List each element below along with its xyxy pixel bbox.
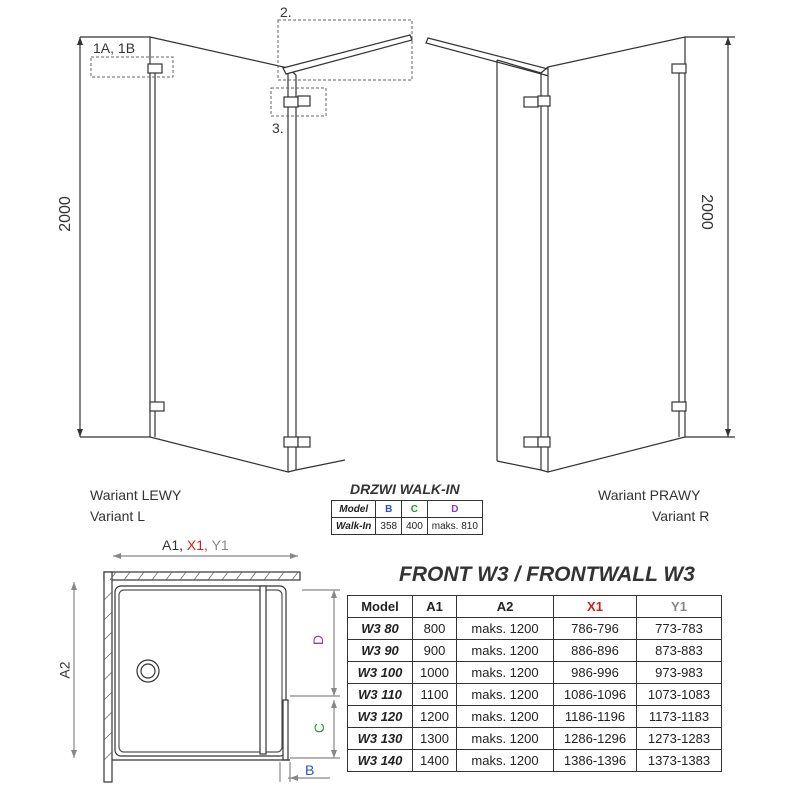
front-cell-a2: maks. 1200 — [457, 728, 554, 750]
front-cell-a2: maks. 1200 — [457, 750, 554, 772]
walkin-header-model: Model — [332, 501, 376, 518]
front-cell-x1: 1386-1396 — [554, 750, 637, 772]
front-cell-a2: maks. 1200 — [457, 684, 554, 706]
variant-right-line1: Wariant PRAWY — [598, 487, 701, 503]
walkin-cell-c: 400 — [402, 518, 428, 535]
table-row — [348, 706, 722, 728]
front-cell-model: W3 110 — [348, 684, 413, 706]
left-fixed-panel — [150, 37, 288, 472]
walkin-cell-model: Walk-In — [332, 518, 376, 535]
callout-1-label: 1A, 1B — [93, 40, 136, 56]
front-table — [347, 595, 722, 772]
front-cell-a1: 1100 — [413, 684, 457, 706]
plan-c-label: C — [311, 722, 328, 734]
front-cell-a1: 1200 — [413, 706, 457, 728]
front-title: FRONT W3 / FRONTWALL W3 — [399, 563, 695, 586]
table-row — [348, 640, 722, 662]
front-cell-a2: maks. 1200 — [457, 618, 554, 640]
front-cell-model: W3 130 — [348, 728, 413, 750]
front-cell-a1: 1400 — [413, 750, 457, 772]
front-cell-x1: 986-996 — [554, 662, 637, 684]
front-cell-a1: 800 — [413, 618, 457, 640]
front-cell-x1: 786-796 — [554, 618, 637, 640]
front-cell-y1: 1073-1083 — [637, 684, 722, 706]
front-cell-x1: 1186-1196 — [554, 706, 637, 728]
variant-left-line2: Variant L — [90, 508, 145, 524]
front-cell-a1: 900 — [413, 640, 457, 662]
front-cell-a2: maks. 1200 — [457, 706, 554, 728]
front-cell-x1: 1086-1096 — [554, 684, 637, 706]
walkin-header-b: B — [376, 501, 402, 518]
left-height-label: 2000 — [56, 196, 74, 232]
front-header-x1: X1 — [554, 596, 637, 618]
callout-2-label: 2. — [280, 4, 292, 20]
walkin-header-c: C — [402, 501, 428, 518]
front-cell-model: W3 90 — [348, 640, 413, 662]
front-cell-x1: 886-896 — [554, 640, 637, 662]
walkin-table — [331, 500, 483, 535]
front-header-a2: A2 — [457, 596, 554, 618]
front-cell-y1: 973-983 — [637, 662, 722, 684]
plan-height-label: A2 — [56, 661, 73, 679]
plan-b-label: B — [305, 762, 315, 778]
plan-width-label — [162, 537, 229, 553]
table-row — [348, 662, 722, 684]
front-header-y1: Y1 — [637, 596, 722, 618]
variant-left-line1: Wariant LEWY — [90, 487, 182, 503]
plan-width-x1: X1, — [186, 537, 208, 553]
front-cell-a2: maks. 1200 — [457, 640, 554, 662]
table-row — [348, 684, 722, 706]
right-fixed-panel — [548, 37, 685, 472]
walkin-title: DRZWI WALK-IN — [350, 481, 460, 497]
front-cell-a1: 1300 — [413, 728, 457, 750]
front-cell-y1: 773-783 — [637, 618, 722, 640]
front-cell-a1: 1000 — [413, 662, 457, 684]
table-row — [348, 750, 722, 772]
table-row — [348, 728, 722, 750]
front-cell-y1: 1373-1383 — [637, 750, 722, 772]
plan-width-a1: A1, — [162, 537, 184, 553]
front-cell-y1: 1173-1183 — [637, 706, 722, 728]
plan-d-label: D — [310, 634, 327, 646]
variant-right-line2: Variant R — [652, 508, 710, 524]
front-header-model: Model — [348, 596, 413, 618]
front-cell-model: W3 100 — [348, 662, 413, 684]
front-cell-model: W3 120 — [348, 706, 413, 728]
front-header-a1: A1 — [413, 596, 457, 618]
callout-3-label: 3. — [272, 120, 284, 136]
walkin-cell-b: 358 — [376, 518, 402, 535]
front-cell-y1: 873-883 — [637, 640, 722, 662]
walkin-header-d: D — [427, 501, 482, 518]
front-cell-x1: 1286-1296 — [554, 728, 637, 750]
left-brace-bar — [283, 35, 412, 74]
front-cell-y1: 1273-1283 — [637, 728, 722, 750]
plan-width-y1: Y1 — [211, 537, 229, 553]
plan-view — [71, 553, 340, 782]
front-cell-model: W3 140 — [348, 750, 413, 772]
table-row — [348, 618, 722, 640]
right-height-label: 2000 — [697, 194, 715, 230]
walkin-cell-d: maks. 810 — [427, 518, 482, 535]
right-elevation — [426, 37, 735, 472]
front-cell-a2: maks. 1200 — [457, 662, 554, 684]
front-cell-model: W3 80 — [348, 618, 413, 640]
left-elevation — [77, 35, 412, 472]
